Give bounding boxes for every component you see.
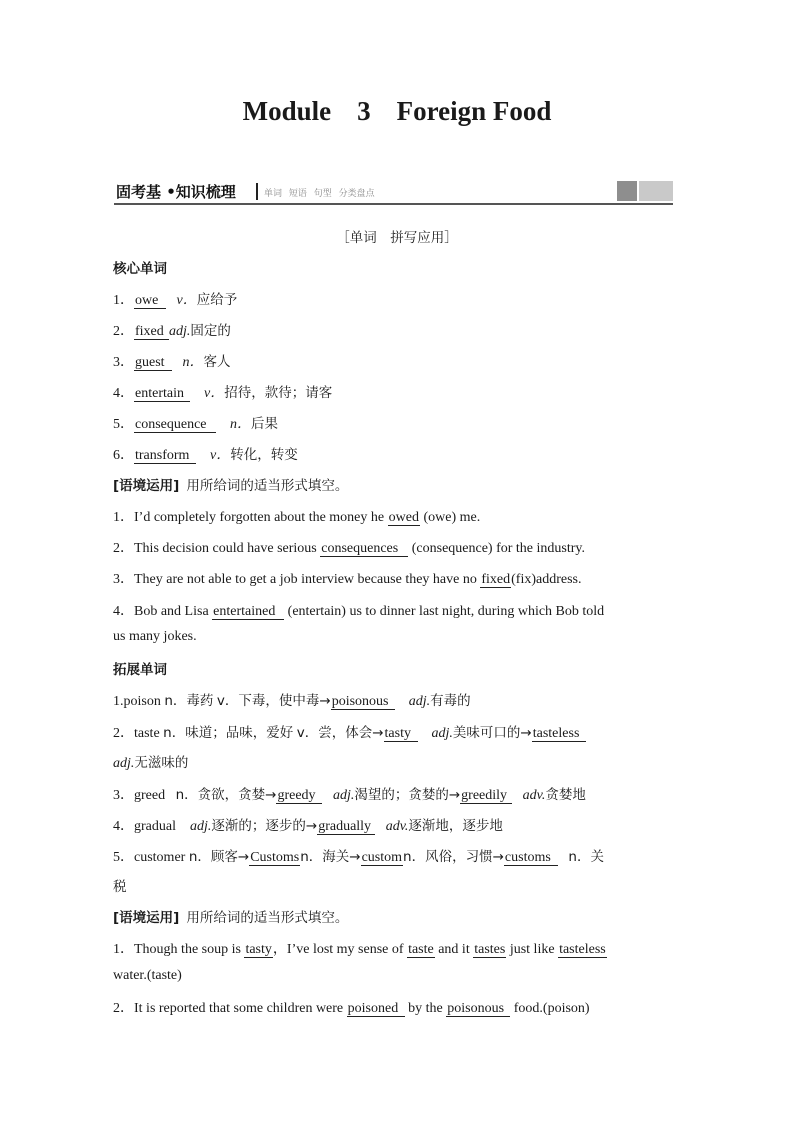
answer-blank: poisonous: [331, 694, 395, 710]
banner-block-light: [639, 181, 673, 201]
answer-blank: fixed: [134, 324, 169, 340]
answer-blank: taste: [408, 942, 434, 957]
extended-words-heading: 拓展单词: [113, 662, 167, 678]
ext-item: 5．customer n．顾客→Customsn．海关→customn．风俗，习惯→customs n．关: [113, 849, 604, 865]
practice-sentence-cont: us many jokes.: [113, 629, 197, 644]
answer-blank: customs: [504, 850, 558, 866]
answer-blank: gradually: [317, 819, 375, 835]
answer-blank: custom: [361, 850, 403, 865]
answer-blank: greedy: [276, 788, 322, 804]
answer-blank: entertained: [212, 604, 284, 620]
practice-sentence-cont: water.(taste): [113, 968, 182, 983]
answer-blank: tastes: [474, 942, 506, 957]
practice-sentence: 1．I’d completely forgotten about the money he owed (owe) me.: [113, 510, 481, 525]
page-title: Module 3 Foreign Food: [242, 96, 552, 126]
core-item: 2．fixed adj.固定的: [113, 323, 231, 339]
practice-sentence: 1．Though the soup is tasty，I’ve lost my sense of taste and it tastes just like tasteless: [113, 942, 606, 957]
banner-divider: [256, 183, 258, 200]
answer-blank: tasteless: [532, 726, 586, 742]
practice-sentence: 2．It is reported that some children were poisoned by the poisonous food.(poison): [113, 1001, 590, 1016]
banner-label: 固考基 •知识梳理: [116, 183, 236, 201]
answer-blank: transform: [134, 448, 196, 464]
answer-blank: consequence: [134, 417, 216, 433]
answer-blank: poisonous: [446, 1001, 510, 1017]
practice-sentence: 4．Bob and Lisa entertained (entertain) us to dinner last night, during which Bob told: [113, 604, 605, 619]
answer-blank: greedily: [460, 788, 512, 804]
answer-blank: tasty: [245, 942, 272, 957]
answer-blank: consequences: [320, 541, 408, 557]
ext-item: 3．greed n．贪欲，贪婪→greedy adj.渴望的；贪婪的→greedily adv.贪婪地: [113, 787, 586, 803]
section-heading: ［单词 拼写应用］: [336, 230, 458, 246]
banner-block-dark: [617, 181, 637, 201]
ext-item: 1.poison n．毒药 v．下毒，使中毒→poisonous adj.有毒的: [113, 693, 471, 709]
core-item: 4．entertain v．招待，款待；请客: [113, 385, 333, 401]
ext-item-cont: adj.无滋味的: [113, 755, 189, 771]
section-banner: [114, 181, 673, 205]
core-item: 5．consequence n．后果: [113, 416, 278, 432]
answer-blank: tasteless: [559, 942, 606, 957]
practice-instruction: [语境运用] 用所给词的适当形式填空。: [113, 478, 349, 494]
banner-subtitle: 单词 短语 句型 分类盘点: [264, 189, 375, 199]
ext-item: 4．gradual adj.逐渐的；逐步的→gradually adv.逐渐地，逐步地: [113, 818, 503, 834]
practice-sentence: 3．They are not able to get a job interview because they have no fixed(fix)address.: [113, 572, 582, 587]
ext-item-cont: 税: [113, 879, 127, 895]
core-item: 3．guest n．客人: [113, 354, 231, 370]
answer-blank: owe: [134, 293, 166, 309]
core-words-heading: 核心单词: [113, 261, 167, 277]
core-item: 1．owe v．应给予: [113, 292, 238, 308]
answer-blank: owed: [388, 510, 419, 525]
practice-instruction: [语境运用] 用所给词的适当形式填空。: [113, 910, 349, 926]
answer-blank: Customs: [250, 850, 300, 865]
answer-blank: poisoned: [347, 1001, 405, 1017]
ext-item: 2．taste n．味道；品味，爱好 v．尝，体会→tasty adj.美味可口的→tasteless: [113, 721, 586, 742]
core-item: 6．transform v．转化，转变: [113, 447, 298, 463]
answer-blank: fixed: [481, 572, 511, 587]
answer-blank: tasty: [384, 726, 418, 742]
answer-blank: entertain: [134, 386, 190, 402]
answer-blank: guest: [134, 355, 172, 371]
practice-sentence: 2．This decision could have serious consequences (consequence) for the industry.: [113, 541, 585, 556]
